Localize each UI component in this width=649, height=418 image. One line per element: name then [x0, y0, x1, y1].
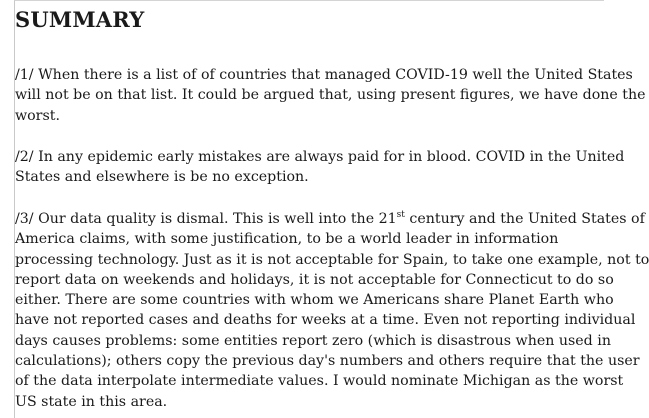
- document-page: [14, 0, 649, 418]
- paragraph-line: days causes problems: some entities report zero (which is disastrous when used in: [15, 332, 611, 349]
- paragraph-3: [15, 209, 649, 412]
- paragraph-line: /2/ In any epidemic early mistakes are always paid for in blood. COVID in the United: [15, 149, 625, 165]
- paragraph-line: /1/ When there is a list of of countries that managed COVID-19 well the United States: [15, 67, 633, 83]
- summary-heading: SUMMARY: [15, 7, 145, 32]
- paragraph-line: report data on weekends and holidays, it is not acceptable for Connecticut to do so: [15, 271, 614, 288]
- paragraph-line: States and elsewhere is be no exception.: [15, 169, 309, 186]
- paragraph-line: either. There are some countries with whom we Americans share Planet Earth who: [15, 292, 614, 309]
- paragraph-line: will not be on that list. It could be argued that, using present figures, we have done the: [15, 87, 646, 104]
- paragraph-line-first: [15, 209, 645, 229]
- line-text-after-superscript: century and the United States of: [404, 211, 645, 227]
- paragraph-2: [15, 147, 625, 188]
- paragraph-line: processing technology. Just as it is not acceptable for Spain, to take one example, not to: [15, 251, 649, 268]
- ordinal-superscript: st: [396, 210, 405, 220]
- paragraph-line: of the data interpolate intermediate values. I would nominate Michigan as the worst: [15, 373, 624, 390]
- paragraph-line: US state in this area.: [15, 393, 168, 410]
- paragraph-line: worst.: [15, 107, 60, 124]
- paragraph-line: calculations); others copy the previous day's numbers and others require that the user: [15, 353, 640, 370]
- paragraph-line: America claims, with some justification, to be a world leader in information: [15, 231, 559, 248]
- line-text-before-superscript: /3/ Our data quality is dismal. This is well into the 21: [15, 211, 397, 227]
- paragraph-1: [15, 65, 646, 126]
- paragraph-line: have not reported cases and deaths for weeks at a time. Even not reporting individual: [15, 312, 636, 329]
